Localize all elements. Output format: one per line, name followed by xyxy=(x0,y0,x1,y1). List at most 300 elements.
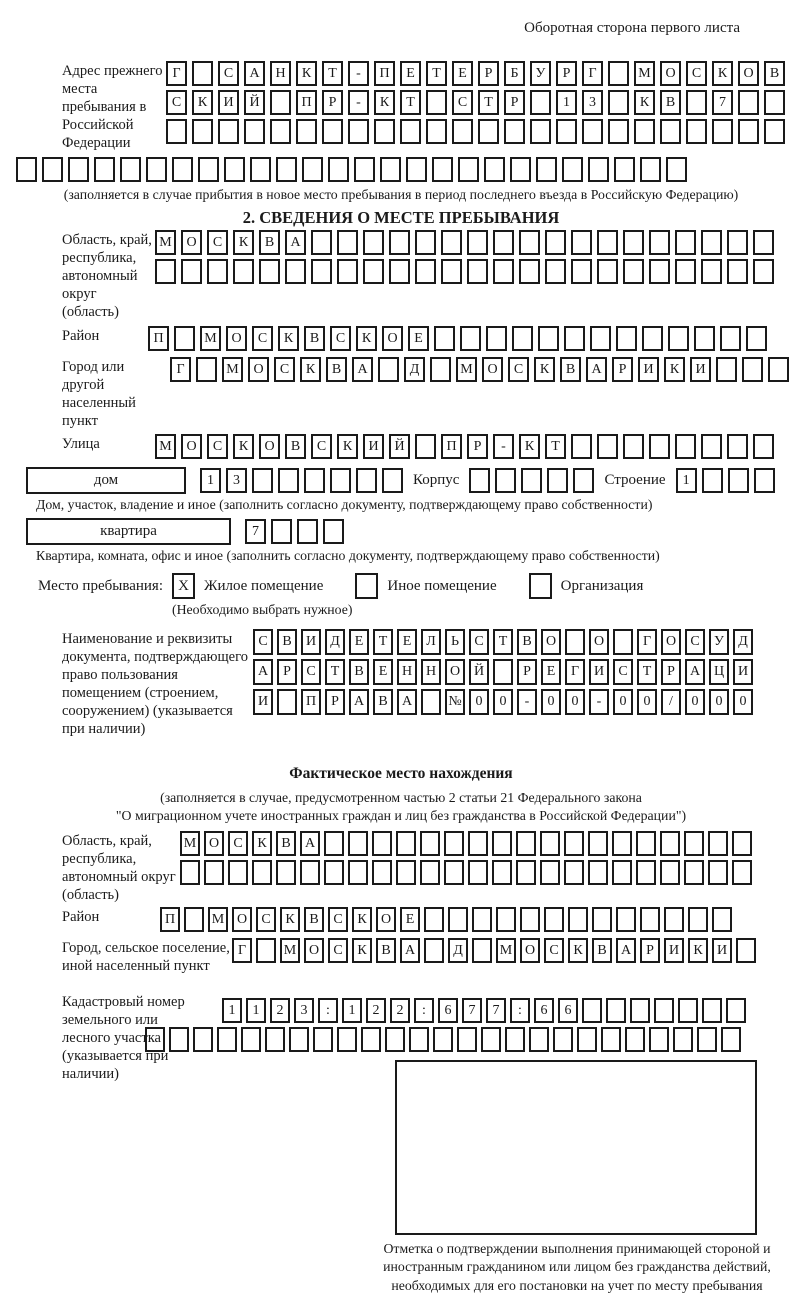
char-cell[interactable]: 2 xyxy=(366,998,386,1023)
char-cell[interactable]: В xyxy=(259,230,280,255)
char-cell[interactable] xyxy=(415,434,436,459)
char-cell[interactable] xyxy=(424,938,444,963)
char-cell[interactable] xyxy=(496,907,516,932)
char-cell[interactable] xyxy=(702,998,722,1023)
char-cell[interactable] xyxy=(430,357,451,382)
char-cell[interactable]: 6 xyxy=(534,998,554,1023)
char-cell[interactable] xyxy=(311,259,332,284)
char-cell[interactable] xyxy=(389,259,410,284)
char-cell[interactable] xyxy=(516,860,536,885)
char-cell[interactable] xyxy=(304,468,325,493)
char-cell[interactable]: О xyxy=(304,938,324,963)
char-cell[interactable]: Г xyxy=(582,61,603,86)
char-cell[interactable] xyxy=(588,860,608,885)
char-cell[interactable]: / xyxy=(661,689,681,715)
char-cell[interactable]: М xyxy=(280,938,300,963)
char-cell[interactable] xyxy=(694,326,715,351)
char-cell[interactable]: А xyxy=(285,230,306,255)
char-cell[interactable]: О xyxy=(661,629,681,655)
char-cell[interactable]: К xyxy=(337,434,358,459)
char-cell[interactable]: С xyxy=(166,90,187,115)
char-cell[interactable] xyxy=(721,1027,741,1052)
char-cell[interactable]: В xyxy=(373,689,393,715)
char-cell[interactable]: К xyxy=(712,61,733,86)
char-cell[interactable] xyxy=(380,157,401,182)
char-cell[interactable] xyxy=(536,157,557,182)
char-cell[interactable]: П xyxy=(148,326,169,351)
char-cell[interactable] xyxy=(265,1027,285,1052)
char-cell[interactable]: И xyxy=(589,659,609,685)
char-cell[interactable]: С xyxy=(685,629,705,655)
char-cell[interactable]: С xyxy=(330,326,351,351)
char-cell[interactable] xyxy=(668,326,689,351)
char-cell[interactable]: Н xyxy=(397,659,417,685)
char-cell[interactable] xyxy=(444,860,464,885)
char-cell[interactable] xyxy=(441,259,462,284)
char-cell[interactable]: Г xyxy=(637,629,657,655)
char-cell[interactable] xyxy=(289,1027,309,1052)
char-cell[interactable]: Е xyxy=(373,659,393,685)
char-cell[interactable]: С xyxy=(207,434,228,459)
char-cell[interactable] xyxy=(521,468,542,493)
char-cell[interactable]: С xyxy=(686,61,707,86)
char-cell[interactable]: : xyxy=(318,998,338,1023)
char-cell[interactable] xyxy=(424,907,444,932)
apartment-box[interactable]: квартира xyxy=(26,518,231,545)
char-cell[interactable] xyxy=(277,689,297,715)
char-cell[interactable] xyxy=(337,259,358,284)
char-cell[interactable]: С xyxy=(218,61,239,86)
checkbox-organization[interactable] xyxy=(529,573,552,599)
char-cell[interactable]: 0 xyxy=(613,689,633,715)
char-cell[interactable]: Т xyxy=(373,629,393,655)
char-cell[interactable]: Е xyxy=(408,326,429,351)
char-cell[interactable] xyxy=(420,831,440,856)
char-cell[interactable]: В xyxy=(277,629,297,655)
char-cell[interactable]: С xyxy=(256,907,276,932)
char-cell[interactable] xyxy=(180,860,200,885)
char-cell[interactable]: - xyxy=(589,689,609,715)
char-cell[interactable] xyxy=(612,831,632,856)
char-cell[interactable]: - xyxy=(348,90,369,115)
char-cell[interactable]: К xyxy=(374,90,395,115)
char-cell[interactable] xyxy=(472,938,492,963)
char-cell[interactable] xyxy=(420,860,440,885)
char-cell[interactable]: - xyxy=(493,434,514,459)
char-cell[interactable] xyxy=(568,907,588,932)
char-cell[interactable]: 0 xyxy=(469,689,489,715)
char-cell[interactable] xyxy=(613,629,633,655)
char-cell[interactable]: В xyxy=(660,90,681,115)
char-cell[interactable] xyxy=(324,831,344,856)
char-cell[interactable] xyxy=(382,468,403,493)
char-cell[interactable]: О xyxy=(482,357,503,382)
char-cell[interactable] xyxy=(571,230,592,255)
char-cell[interactable]: 2 xyxy=(270,998,290,1023)
char-cell[interactable] xyxy=(562,157,583,182)
char-cell[interactable]: М xyxy=(222,357,243,382)
char-cell[interactable]: В xyxy=(376,938,396,963)
char-cell[interactable]: Е xyxy=(400,61,421,86)
char-cell[interactable] xyxy=(472,907,492,932)
char-cell[interactable] xyxy=(738,90,759,115)
char-cell[interactable]: Г xyxy=(565,659,585,685)
char-cell[interactable] xyxy=(441,230,462,255)
char-cell[interactable] xyxy=(510,157,531,182)
char-cell[interactable]: 0 xyxy=(733,689,753,715)
char-cell[interactable] xyxy=(434,326,455,351)
char-cell[interactable]: 1 xyxy=(342,998,362,1023)
char-cell[interactable]: Т xyxy=(322,61,343,86)
char-cell[interactable] xyxy=(174,326,195,351)
char-cell[interactable]: О xyxy=(232,907,252,932)
char-cell[interactable]: 3 xyxy=(226,468,247,493)
char-cell[interactable]: Т xyxy=(325,659,345,685)
char-cell[interactable]: Р xyxy=(612,357,633,382)
char-cell[interactable]: С xyxy=(253,629,273,655)
char-cell[interactable] xyxy=(608,61,629,86)
char-cell[interactable] xyxy=(276,157,297,182)
char-cell[interactable] xyxy=(467,259,488,284)
char-cell[interactable]: К xyxy=(278,326,299,351)
char-cell[interactable] xyxy=(467,230,488,255)
char-cell[interactable] xyxy=(686,119,707,144)
char-cell[interactable]: А xyxy=(300,831,320,856)
char-cell[interactable]: Р xyxy=(478,61,499,86)
char-cell[interactable]: И xyxy=(253,689,273,715)
char-cell[interactable] xyxy=(660,831,680,856)
char-cell[interactable]: О xyxy=(520,938,540,963)
char-cell[interactable] xyxy=(389,230,410,255)
char-cell[interactable] xyxy=(270,119,291,144)
char-cell[interactable]: М xyxy=(155,434,176,459)
char-cell[interactable]: О xyxy=(226,326,247,351)
char-cell[interactable] xyxy=(421,689,441,715)
char-cell[interactable]: С xyxy=(252,326,273,351)
char-cell[interactable]: Е xyxy=(349,629,369,655)
char-cell[interactable]: С xyxy=(328,907,348,932)
char-cell[interactable] xyxy=(673,1027,693,1052)
char-cell[interactable]: О xyxy=(660,61,681,86)
char-cell[interactable]: П xyxy=(441,434,462,459)
char-cell[interactable]: Р xyxy=(640,938,660,963)
char-cell[interactable]: Г xyxy=(232,938,252,963)
char-cell[interactable]: Т xyxy=(478,90,499,115)
char-cell[interactable] xyxy=(565,629,585,655)
char-cell[interactable]: Т xyxy=(637,659,657,685)
char-cell[interactable]: С xyxy=(207,230,228,255)
char-cell[interactable]: О xyxy=(181,434,202,459)
char-cell[interactable] xyxy=(544,907,564,932)
char-cell[interactable]: С xyxy=(301,659,321,685)
char-cell[interactable] xyxy=(545,259,566,284)
char-cell[interactable] xyxy=(324,860,344,885)
char-cell[interactable] xyxy=(217,1027,237,1052)
char-cell[interactable] xyxy=(385,1027,405,1052)
char-cell[interactable] xyxy=(754,468,775,493)
char-cell[interactable] xyxy=(666,157,687,182)
char-cell[interactable] xyxy=(708,860,728,885)
char-cell[interactable] xyxy=(597,230,618,255)
char-cell[interactable]: П xyxy=(301,689,321,715)
char-cell[interactable] xyxy=(684,860,704,885)
char-cell[interactable]: : xyxy=(414,998,434,1023)
char-cell[interactable]: К xyxy=(296,61,317,86)
char-cell[interactable] xyxy=(545,230,566,255)
char-cell[interactable] xyxy=(469,468,490,493)
char-cell[interactable] xyxy=(649,230,670,255)
char-cell[interactable]: 1 xyxy=(246,998,266,1023)
char-cell[interactable] xyxy=(642,326,663,351)
char-cell[interactable] xyxy=(330,468,351,493)
char-cell[interactable] xyxy=(686,90,707,115)
char-cell[interactable] xyxy=(432,157,453,182)
char-cell[interactable]: : xyxy=(510,998,530,1023)
char-cell[interactable]: С xyxy=(452,90,473,115)
char-cell[interactable] xyxy=(577,1027,597,1052)
char-cell[interactable] xyxy=(529,1027,549,1052)
char-cell[interactable]: Р xyxy=(277,659,297,685)
char-cell[interactable]: С xyxy=(328,938,348,963)
char-cell[interactable] xyxy=(716,357,737,382)
char-cell[interactable]: 0 xyxy=(685,689,705,715)
char-cell[interactable]: О xyxy=(259,434,280,459)
char-cell[interactable]: Е xyxy=(541,659,561,685)
char-cell[interactable] xyxy=(415,259,436,284)
char-cell[interactable] xyxy=(94,157,115,182)
char-cell[interactable] xyxy=(640,907,660,932)
char-cell[interactable]: В xyxy=(304,326,325,351)
char-cell[interactable] xyxy=(244,119,265,144)
char-cell[interactable] xyxy=(218,119,239,144)
char-cell[interactable] xyxy=(564,326,585,351)
char-cell[interactable]: Р xyxy=(661,659,681,685)
char-cell[interactable]: 3 xyxy=(582,90,603,115)
char-cell[interactable]: Д xyxy=(448,938,468,963)
char-cell[interactable]: О xyxy=(181,230,202,255)
char-cell[interactable] xyxy=(348,860,368,885)
char-cell[interactable]: 7 xyxy=(712,90,733,115)
char-cell[interactable]: П xyxy=(374,61,395,86)
char-cell[interactable] xyxy=(701,259,722,284)
char-cell[interactable] xyxy=(702,468,723,493)
house-box[interactable]: дом xyxy=(26,467,186,494)
char-cell[interactable]: Й xyxy=(389,434,410,459)
char-cell[interactable]: М xyxy=(155,230,176,255)
char-cell[interactable] xyxy=(207,259,228,284)
char-cell[interactable] xyxy=(726,998,746,1023)
char-cell[interactable] xyxy=(337,1027,357,1052)
char-cell[interactable]: У xyxy=(530,61,551,86)
char-cell[interactable]: К xyxy=(568,938,588,963)
checkbox-residential[interactable]: X xyxy=(172,573,195,599)
char-cell[interactable] xyxy=(285,259,306,284)
char-cell[interactable]: 3 xyxy=(294,998,314,1023)
char-cell[interactable] xyxy=(478,119,499,144)
char-cell[interactable]: О xyxy=(589,629,609,655)
char-cell[interactable] xyxy=(146,157,167,182)
char-cell[interactable] xyxy=(519,259,540,284)
char-cell[interactable] xyxy=(328,157,349,182)
char-cell[interactable] xyxy=(42,157,63,182)
char-cell[interactable] xyxy=(640,157,661,182)
char-cell[interactable] xyxy=(460,326,481,351)
char-cell[interactable] xyxy=(608,90,629,115)
char-cell[interactable] xyxy=(728,468,749,493)
char-cell[interactable] xyxy=(196,357,217,382)
char-cell[interactable] xyxy=(564,831,584,856)
char-cell[interactable] xyxy=(493,259,514,284)
char-cell[interactable] xyxy=(354,157,375,182)
char-cell[interactable]: Н xyxy=(270,61,291,86)
char-cell[interactable]: А xyxy=(400,938,420,963)
char-cell[interactable] xyxy=(270,90,291,115)
char-cell[interactable] xyxy=(753,259,774,284)
char-cell[interactable] xyxy=(192,119,213,144)
char-cell[interactable]: К xyxy=(519,434,540,459)
char-cell[interactable]: И xyxy=(664,938,684,963)
char-cell[interactable] xyxy=(649,434,670,459)
char-cell[interactable] xyxy=(224,157,245,182)
char-cell[interactable] xyxy=(337,230,358,255)
char-cell[interactable]: М xyxy=(496,938,516,963)
char-cell[interactable]: В xyxy=(560,357,581,382)
char-cell[interactable] xyxy=(198,157,219,182)
char-cell[interactable]: В xyxy=(304,907,324,932)
char-cell[interactable]: 6 xyxy=(438,998,458,1023)
char-cell[interactable] xyxy=(68,157,89,182)
char-cell[interactable] xyxy=(519,230,540,255)
char-cell[interactable]: - xyxy=(348,61,369,86)
char-cell[interactable]: М xyxy=(634,61,655,86)
char-cell[interactable] xyxy=(727,230,748,255)
char-cell[interactable] xyxy=(764,119,785,144)
char-cell[interactable]: О xyxy=(738,61,759,86)
char-cell[interactable] xyxy=(484,157,505,182)
char-cell[interactable] xyxy=(727,434,748,459)
char-cell[interactable] xyxy=(540,831,560,856)
char-cell[interactable]: С xyxy=(228,831,248,856)
char-cell[interactable] xyxy=(252,860,272,885)
char-cell[interactable]: Т xyxy=(493,629,513,655)
char-cell[interactable] xyxy=(649,259,670,284)
char-cell[interactable] xyxy=(675,230,696,255)
char-cell[interactable] xyxy=(701,230,722,255)
char-cell[interactable] xyxy=(582,119,603,144)
char-cell[interactable]: 7 xyxy=(245,519,266,544)
char-cell[interactable] xyxy=(448,907,468,932)
char-cell[interactable]: К xyxy=(280,907,300,932)
char-cell[interactable]: А xyxy=(352,357,373,382)
char-cell[interactable] xyxy=(16,157,37,182)
char-cell[interactable]: К xyxy=(534,357,555,382)
char-cell[interactable] xyxy=(252,468,273,493)
char-cell[interactable] xyxy=(259,259,280,284)
char-cell[interactable] xyxy=(457,1027,477,1052)
char-cell[interactable] xyxy=(444,831,464,856)
char-cell[interactable] xyxy=(608,119,629,144)
char-cell[interactable] xyxy=(660,119,681,144)
char-cell[interactable] xyxy=(530,119,551,144)
char-cell[interactable]: В xyxy=(592,938,612,963)
char-cell[interactable] xyxy=(492,831,512,856)
char-cell[interactable] xyxy=(590,326,611,351)
char-cell[interactable] xyxy=(278,468,299,493)
char-cell[interactable]: Й xyxy=(244,90,265,115)
char-cell[interactable] xyxy=(415,230,436,255)
char-cell[interactable] xyxy=(564,860,584,885)
char-cell[interactable] xyxy=(228,860,248,885)
char-cell[interactable] xyxy=(458,157,479,182)
char-cell[interactable]: О xyxy=(445,659,465,685)
char-cell[interactable]: Г xyxy=(166,61,187,86)
checkbox-other-premises[interactable] xyxy=(355,573,378,599)
char-cell[interactable] xyxy=(675,259,696,284)
char-cell[interactable]: 0 xyxy=(565,689,585,715)
char-cell[interactable] xyxy=(495,468,516,493)
char-cell[interactable]: С xyxy=(613,659,633,685)
char-cell[interactable] xyxy=(573,468,594,493)
char-cell[interactable]: С xyxy=(311,434,332,459)
char-cell[interactable]: 1 xyxy=(200,468,221,493)
char-cell[interactable] xyxy=(708,831,728,856)
char-cell[interactable]: М xyxy=(200,326,221,351)
char-cell[interactable]: Р xyxy=(504,90,525,115)
char-cell[interactable] xyxy=(271,519,292,544)
char-cell[interactable] xyxy=(712,907,732,932)
char-cell[interactable]: А xyxy=(685,659,705,685)
char-cell[interactable]: Т xyxy=(545,434,566,459)
char-cell[interactable] xyxy=(172,157,193,182)
char-cell[interactable]: Д xyxy=(733,629,753,655)
char-cell[interactable]: В xyxy=(326,357,347,382)
char-cell[interactable] xyxy=(571,434,592,459)
char-cell[interactable] xyxy=(493,659,513,685)
char-cell[interactable] xyxy=(433,1027,453,1052)
char-cell[interactable] xyxy=(504,119,525,144)
char-cell[interactable]: Ц xyxy=(709,659,729,685)
char-cell[interactable] xyxy=(492,860,512,885)
char-cell[interactable] xyxy=(592,907,612,932)
char-cell[interactable]: 2 xyxy=(390,998,410,1023)
char-cell[interactable]: - xyxy=(517,689,537,715)
char-cell[interactable] xyxy=(192,61,213,86)
char-cell[interactable]: И xyxy=(301,629,321,655)
char-cell[interactable]: О xyxy=(541,629,561,655)
char-cell[interactable] xyxy=(588,831,608,856)
char-cell[interactable] xyxy=(547,468,568,493)
char-cell[interactable]: 7 xyxy=(486,998,506,1023)
char-cell[interactable] xyxy=(374,119,395,144)
char-cell[interactable]: Т xyxy=(400,90,421,115)
char-cell[interactable]: С xyxy=(508,357,529,382)
char-cell[interactable]: Н xyxy=(421,659,441,685)
char-cell[interactable] xyxy=(372,860,392,885)
char-cell[interactable]: К xyxy=(233,434,254,459)
char-cell[interactable] xyxy=(516,831,536,856)
char-cell[interactable] xyxy=(623,230,644,255)
char-cell[interactable]: К xyxy=(688,938,708,963)
char-cell[interactable] xyxy=(363,230,384,255)
char-cell[interactable] xyxy=(426,90,447,115)
char-cell[interactable] xyxy=(556,119,577,144)
char-cell[interactable] xyxy=(540,860,560,885)
char-cell[interactable] xyxy=(636,860,656,885)
char-cell[interactable]: Г xyxy=(170,357,191,382)
char-cell[interactable] xyxy=(241,1027,261,1052)
char-cell[interactable]: Р xyxy=(325,689,345,715)
char-cell[interactable] xyxy=(409,1027,429,1052)
